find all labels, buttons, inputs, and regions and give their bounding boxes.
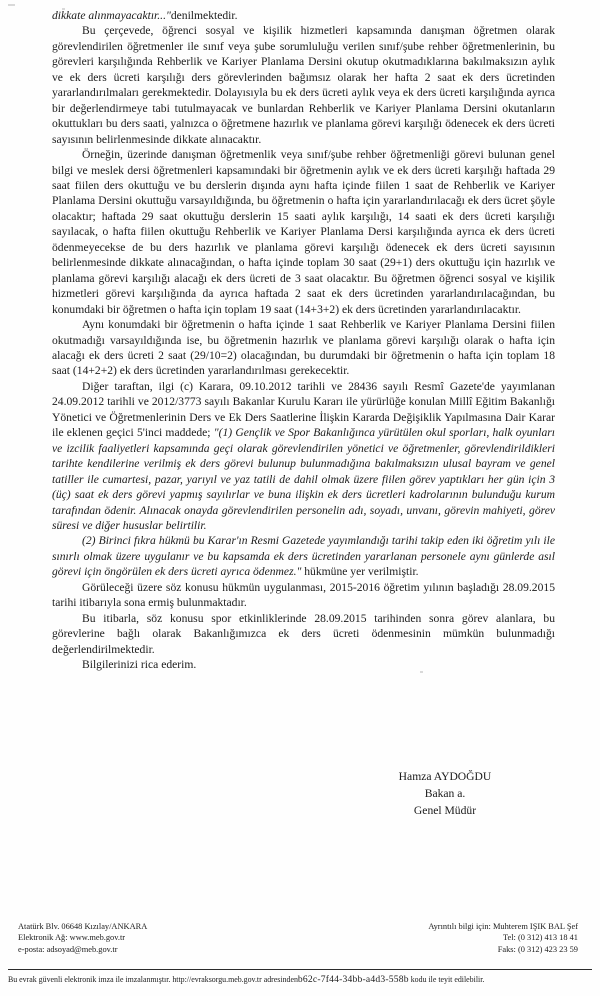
signatory-on-behalf: Bakan a. — [424, 787, 466, 800]
paragraph-framework: Bu çerçevede, öğrenci sosyal ve kişilik hizmetleri kapsamında danışman öğretmen olarak görevlendirilen öğretmenler ile sınıf veya şube sorumluluğu verilen sınıf/şube rehber öğretmenlerinin, bu görevleri karşılığında Rehberlik ve Kariyer Planlama Dersini okutup okutmadıklarına bakılmaksızın aylık ve ek ders ücreti karşılığı ders görevlerinden bağımsız olarak her hafta 2 saat ek ders ücretinden yararlandırılmaları gerekmektedir. Dolayısıyla bu ek ders ücreti aylık veya ek ders ücreti karşılığında ayrıca bir değerlendirmeye tabi tutulmayacak ve bunlardan Rehberlik ve Kariyer Planlama Dersini okutanların okuttukları bu ders saati, yalnızca o öğretmene hazırlık ve planlama görevi karşılığı ödenecek ek ders ücreti sayısının belirlenmesinde dikkate alınacaktır. — [52, 24, 555, 146]
verify-suffix-text: kodu ile teyit edilebilir. — [408, 975, 485, 984]
regulation-quote-italic-2: (2) Birinci fıkra hükmü bu Karar'ın Resmi Gazetede yayımlandığı tarihi takip eden iki öğretim yılı ile sınırlı olmak üzere uygulanır ve bu kapsamda ek ders ücretinden yararlanan personele aynı günlerde asıl görevi için öngörülen ek ders ücreti ayrıca ödenmez." — [52, 534, 555, 579]
paragraph-conclusion-validity: Görüleceği üzere söz konusu hükmün uygulanması, 2015-2016 öğretim yılının başladığı 28.09.2015 tarihi itibarıyla sona ermiş bulunmaktadır. — [52, 580, 555, 610]
footer-contact-person: Ayrıntılı bilgi için: Muhterem IŞIK BAL Şef — [428, 922, 578, 931]
paragraph-alternate-case: Aynı konumdaki bir öğretmenin o hafta içinde 1 saat Rehberlik ve Kariyer Planlama Dersini fiilen okutmadığı varsayıldığında ise, bu öğretmenin hazırlık ve planlama görevi karşılığı olarak o hafta için alacağı ek ders ücreti 2 saat (29/10=2) olacağından, bu durumdaki bir öğretmenin o hafta için toplam 18 saat (14+2+2) ek ders ücretinden yararlandırılması gerekecektir. — [52, 318, 555, 378]
paragraph-example: Örneğin, üzerinde danışman öğretmenlik veya sınıf/şube rehber öğretmenliği görevi bulunan genel bilgi ve meslek dersi öğretmenleri kapsamındaki bir öğretmenin aylık ve ek ders ücreti karşılığı haftada 29 saat fiilen ders okuttuğu ve bu derslerin dışında aynı hafta içinde fiilen 1 saat de Rehberlik ve Kariyer Planlama Dersini okuttuğu varsayıldığında, bu öğretmenin o hafta için yararlandırılacağı ek ders ücret şöyle olacaktır; haftada 29 saat okuttuğu derslerin 15 saati aylık karşılığı, 14 saati ek ders ücreti karşılığı sayılacak, o hafta fiilen okuttuğu Rehberlik ve Kariyer Planlama Dersi karşılığında ayrıca ek ders ücreti ödenmeyecekse de bu ders hazırlık ve planlama görevi karşılığı ödenecek ek ders ücreti sayısının belirlenmesinde dikkate alınacağından, o hafta içinde toplam 30 saat (29+1) ders okuttuğu için hazırlık ve planlama görevi karşılığı alacağı ek ders ücreti de 3 saat olacaktır. Bu öğretmen öğrenci sosyal ve kişilik hizmetleri görevi karşılığında da ayrıca haftada 2 saat ek ders ücretinden yararlandırılacağından, bu konumdaki bir öğretmen o hafta için toplam 19 saat (14+3+2) ek ders ücretinden yararlandırılacaktır. — [52, 148, 555, 316]
opening-line — [52, 8, 555, 23]
opening-line-roman: denilmektedir. — [170, 9, 238, 22]
regulation-quote-italic-1: "(1) Gençlik ve Spor Bakanlığınca yürütülen okul sporları, halk oyunları ve izcilik faaliyetleri kapsamında geçi olarak görevlendirilen yönetici ve öğretmenler, görevlendirildikleri tarihte kendilerine verilmiş ek ders görevi bulunup bulunmadığına bakılmaksızın ulusal bayram ve genel tatiller ile cumartesi, pazar, yarıyıl ve yaz tatili de dahil olmak üzere fiilen görev yaptıkları her gün için 3 (üç) saat ek ders görevi yapmış sayılırlar ve buna ilişkin ek ders ücretleri kadrolarının bulunduğu kurum tarafından ödenir. Alınacak onayda görevlendirilen personelin adı, soyadı, unvanı, görevin mahiyeti, görev süresi ve diğer hususlar belirtilir. — [52, 426, 555, 532]
signatory-name: Hamza AYDOĞDU — [398, 770, 492, 783]
paragraph-regulation-quote-2 — [52, 533, 555, 579]
paragraph-regulation-quote-1 — [52, 379, 555, 534]
scan-speck — [8, 4, 15, 6]
verify-prefix-text: Bu evrak güvenli elektronik imza ile imzalanmıştır. http://evraksorgu.meb.gov.tr adresinden — [8, 975, 298, 984]
paragraph-conclusion-decision: Bu itibarla, söz konusu spor etkinliklerinde 28.09.2015 tarihinden sonra görev alanlara, bu görevlerine bağlı olarak Bakanlığımızca ek ders ücreti ödenmesinin mümkün bulunmadığı değerlendirilmektedir. — [52, 611, 555, 656]
footer-fax: Faks: (0 312) 423 23 59 — [497, 944, 578, 954]
footer-website: Elektronik Ağ: www.meb.gov.tr — [18, 933, 126, 943]
footer-address: Atatürk Blv. 06648 Kızılay/ANKARA — [18, 922, 148, 931]
verify-code: b62c-7f44-34bb-a4d3-558b — [297, 974, 409, 985]
electronic-signature-notice — [8, 974, 594, 985]
signature-block — [330, 768, 560, 819]
footer-right-block — [428, 921, 578, 955]
regulation-tail-text: hükmüne yer verilmiştir. — [301, 565, 419, 579]
footer-left-block — [18, 921, 147, 955]
footer-divider — [8, 969, 592, 970]
paragraph-closing-request: Bilgilerinizi rica ederim. — [82, 658, 197, 672]
document-body — [52, 8, 555, 672]
signatory-title: Genel Müdür — [413, 804, 477, 817]
footer-email: e-posta: adsoyad@meb.gov.tr — [18, 944, 118, 954]
regulation-lead-text: Diğer taraftan, ilgi (c) Karara, 09.10.2012 tarihli ve 28436 sayılı Resmî Gazete'de yayımlanan 24.09.2012 tarihli ve 2012/3773 sayılı Bakanlar Kurulu Kararı ile yürürlüğe konulan Millî Eğitim Bakanlığı Yönetici ve Öğretmenlerinin Ders ve Ek Ders Saatlerine İlişkin Kararda Değişiklik Yapılmasına Dair Karar ile eklenen geçici 5'inci maddede; — [52, 379, 555, 440]
opening-line-italic: dikkate alınmayacaktır..." — [52, 9, 171, 22]
footer-phone: Tel: (0 312) 413 18 41 — [502, 933, 578, 943]
